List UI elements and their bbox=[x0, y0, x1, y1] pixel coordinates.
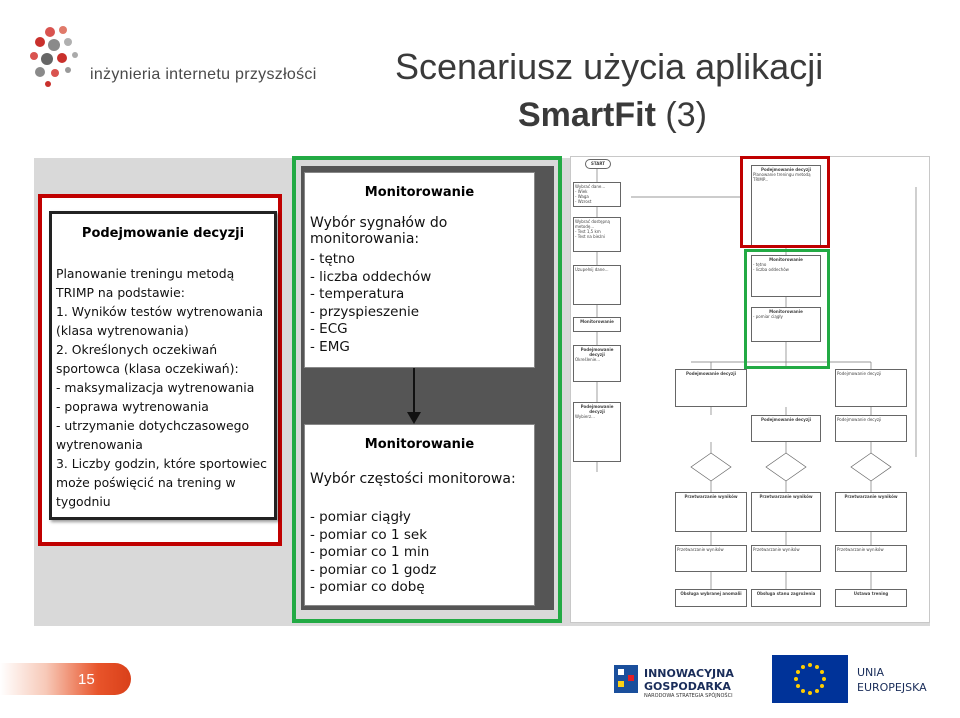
decision-line: Planowanie treningu metodą bbox=[56, 266, 235, 281]
innovative-economy-logo-icon bbox=[614, 665, 638, 693]
decision-panel bbox=[49, 211, 277, 520]
ig-line2: GOSPODARKA bbox=[644, 680, 731, 693]
monitoring-box-subtitle: Wybór częstości monitorowa: bbox=[310, 471, 516, 487]
flow-end-box bbox=[751, 589, 821, 607]
decision-line: TRIMP na podstawie: bbox=[56, 285, 185, 300]
decision-panel-heading: Podejmowanie decyzji bbox=[81, 226, 245, 241]
list-item: - tętno bbox=[310, 251, 355, 267]
page-number-tab bbox=[0, 663, 131, 695]
list-item: - liczba oddechów bbox=[310, 268, 432, 285]
flow-box-decision-highlighted: Podejmowanie decyzji Planowanie treningu metodą TRIMP... bbox=[751, 165, 821, 247]
eu-logo-text bbox=[857, 665, 927, 695]
flow-arrow-down-icon bbox=[407, 412, 421, 424]
flow-end-box bbox=[675, 589, 747, 607]
innovative-economy-logo-text bbox=[644, 667, 734, 693]
decision-panel-text bbox=[56, 264, 278, 511]
list-item: - przyspieszenie bbox=[310, 303, 420, 320]
flow-end-box bbox=[835, 589, 907, 607]
flow-box-monitoring-highlighted: Monitorowanie - tętno - liczba oddechów bbox=[751, 255, 821, 297]
logo-text: inżynieria internetu przyszłości bbox=[90, 66, 317, 83]
flow-box bbox=[573, 317, 621, 332]
flow-label: Podejmowanie decyzji bbox=[580, 347, 614, 357]
list-item: - pomiar co dobę bbox=[310, 579, 425, 595]
list-item: - pomiar co 1 min bbox=[310, 544, 430, 560]
flow-box: Wybrać dostępną metodę... - Test 1,5 km - Test na bieżni bbox=[573, 217, 621, 252]
monitoring-box-signals bbox=[304, 172, 535, 368]
decision-line: - poprawa wytrenowania bbox=[56, 399, 209, 414]
flow-label: Monitorowanie bbox=[769, 257, 803, 262]
decision-line: sportowca (klasa oczekiwań): bbox=[56, 361, 239, 376]
flow-box bbox=[751, 415, 821, 442]
decision-line: 1. Wyników testów wytrenowania bbox=[56, 304, 264, 319]
flow-box: Podejmowanie decyzji bbox=[835, 415, 907, 442]
decision-line: może poświęcić na trening w bbox=[56, 475, 236, 490]
flow-box: Podejmowanie decyzji Określenie... bbox=[573, 345, 621, 382]
monitoring-box-subtitle: Wybór sygnałów do monitorowania: bbox=[310, 215, 448, 247]
flow-arrow-line bbox=[413, 368, 415, 416]
flow-label: Monitorowanie bbox=[769, 309, 803, 314]
flow-label: Obsługa wybranej anomalii bbox=[680, 591, 742, 596]
frequency-list bbox=[310, 509, 436, 597]
eu-line2: EUROPEJSKA bbox=[857, 681, 927, 694]
page-number: 15 bbox=[78, 671, 95, 688]
list-item: - pomiar ciągły bbox=[310, 509, 411, 525]
flow-start-label: START bbox=[590, 161, 606, 166]
flow-box bbox=[835, 492, 907, 532]
title-suffix: (3) bbox=[655, 96, 707, 134]
ig-strategy-text: NARODOWA STRATEGIA SPÓJNOŚCI bbox=[644, 693, 733, 699]
slide-title-line1: Scenariusz użycia aplikacji bbox=[395, 46, 824, 87]
title-bold-app-name: SmartFit bbox=[518, 96, 656, 134]
slide-title-line2 bbox=[518, 96, 707, 135]
flow-label: Przetwarzanie wyników bbox=[684, 494, 738, 499]
list-item: - ECG bbox=[310, 321, 348, 337]
decision-line: (klasa wytrenowania) bbox=[56, 323, 189, 338]
flow-box-monitoring-highlighted: Monitorowanie - pomiar ciągły bbox=[751, 307, 821, 342]
flow-box: Podejmowanie decyzji Wybierz... bbox=[573, 402, 621, 462]
decision-line: 2. Określonych oczekiwań bbox=[56, 342, 218, 357]
flow-box bbox=[675, 492, 747, 532]
monitoring-panel bbox=[301, 166, 554, 610]
flow-label: Podejmowanie decyzji bbox=[686, 371, 736, 376]
flow-label: Ustawa trening bbox=[853, 591, 889, 596]
list-item: - temperatura bbox=[310, 286, 405, 302]
eu-flag-icon bbox=[772, 655, 848, 703]
flow-box: Przetwarzanie wyników bbox=[835, 545, 907, 572]
list-item: - pomiar co 1 godz bbox=[310, 561, 437, 578]
monitoring-box-frequency bbox=[304, 424, 535, 606]
flow-box: Podejmowanie decyzji bbox=[835, 369, 907, 407]
flow-box: Uzupełnij dane... bbox=[573, 265, 621, 305]
decision-line: - maksymalizacja wytrenowania bbox=[56, 380, 255, 395]
flow-label: Przetwarzanie wyników bbox=[844, 494, 898, 499]
flow-box: Wybrać dane... - Wiek - Waga - Wzrost bbox=[573, 182, 621, 207]
decision-line: tygodniu bbox=[56, 494, 111, 509]
decision-line: - utrzymanie dotychczasowego bbox=[56, 418, 250, 433]
flow-label: Obsługa stanu zagrożenia bbox=[756, 591, 816, 596]
monitoring-box-title: Monitorowanie bbox=[364, 437, 475, 452]
flow-label: Przetwarzanie wyników bbox=[759, 494, 813, 499]
flow-label: Podejmowanie decyzji bbox=[580, 404, 614, 414]
flow-label: Podejmowanie decyzji bbox=[761, 167, 811, 172]
flow-label: Podejmowanie decyzji bbox=[761, 417, 811, 422]
logo-dots-icon bbox=[20, 20, 95, 95]
eu-line1: UNIA bbox=[857, 666, 885, 679]
ig-line1: INNOWACYJNA bbox=[644, 667, 734, 680]
flow-monitoring-highlight-frame bbox=[744, 249, 830, 369]
flow-box bbox=[751, 492, 821, 532]
monitoring-box-title: Monitorowanie bbox=[364, 185, 475, 200]
flow-box: Przetwarzanie wyników bbox=[751, 545, 821, 572]
list-item: - EMG bbox=[310, 338, 350, 355]
flow-box bbox=[675, 369, 747, 407]
decision-line: 3. Liczby godzin, które sportowiec bbox=[56, 456, 267, 471]
signal-list bbox=[310, 251, 431, 356]
list-item: - pomiar co 1 sek bbox=[310, 526, 428, 543]
decision-line: wytrenowania bbox=[56, 437, 143, 452]
flow-start-node bbox=[585, 159, 611, 169]
flow-box: Przetwarzanie wyników bbox=[675, 545, 747, 572]
flow-decision-highlight-frame bbox=[740, 156, 830, 248]
flow-label: Monitorowanie bbox=[580, 319, 614, 324]
